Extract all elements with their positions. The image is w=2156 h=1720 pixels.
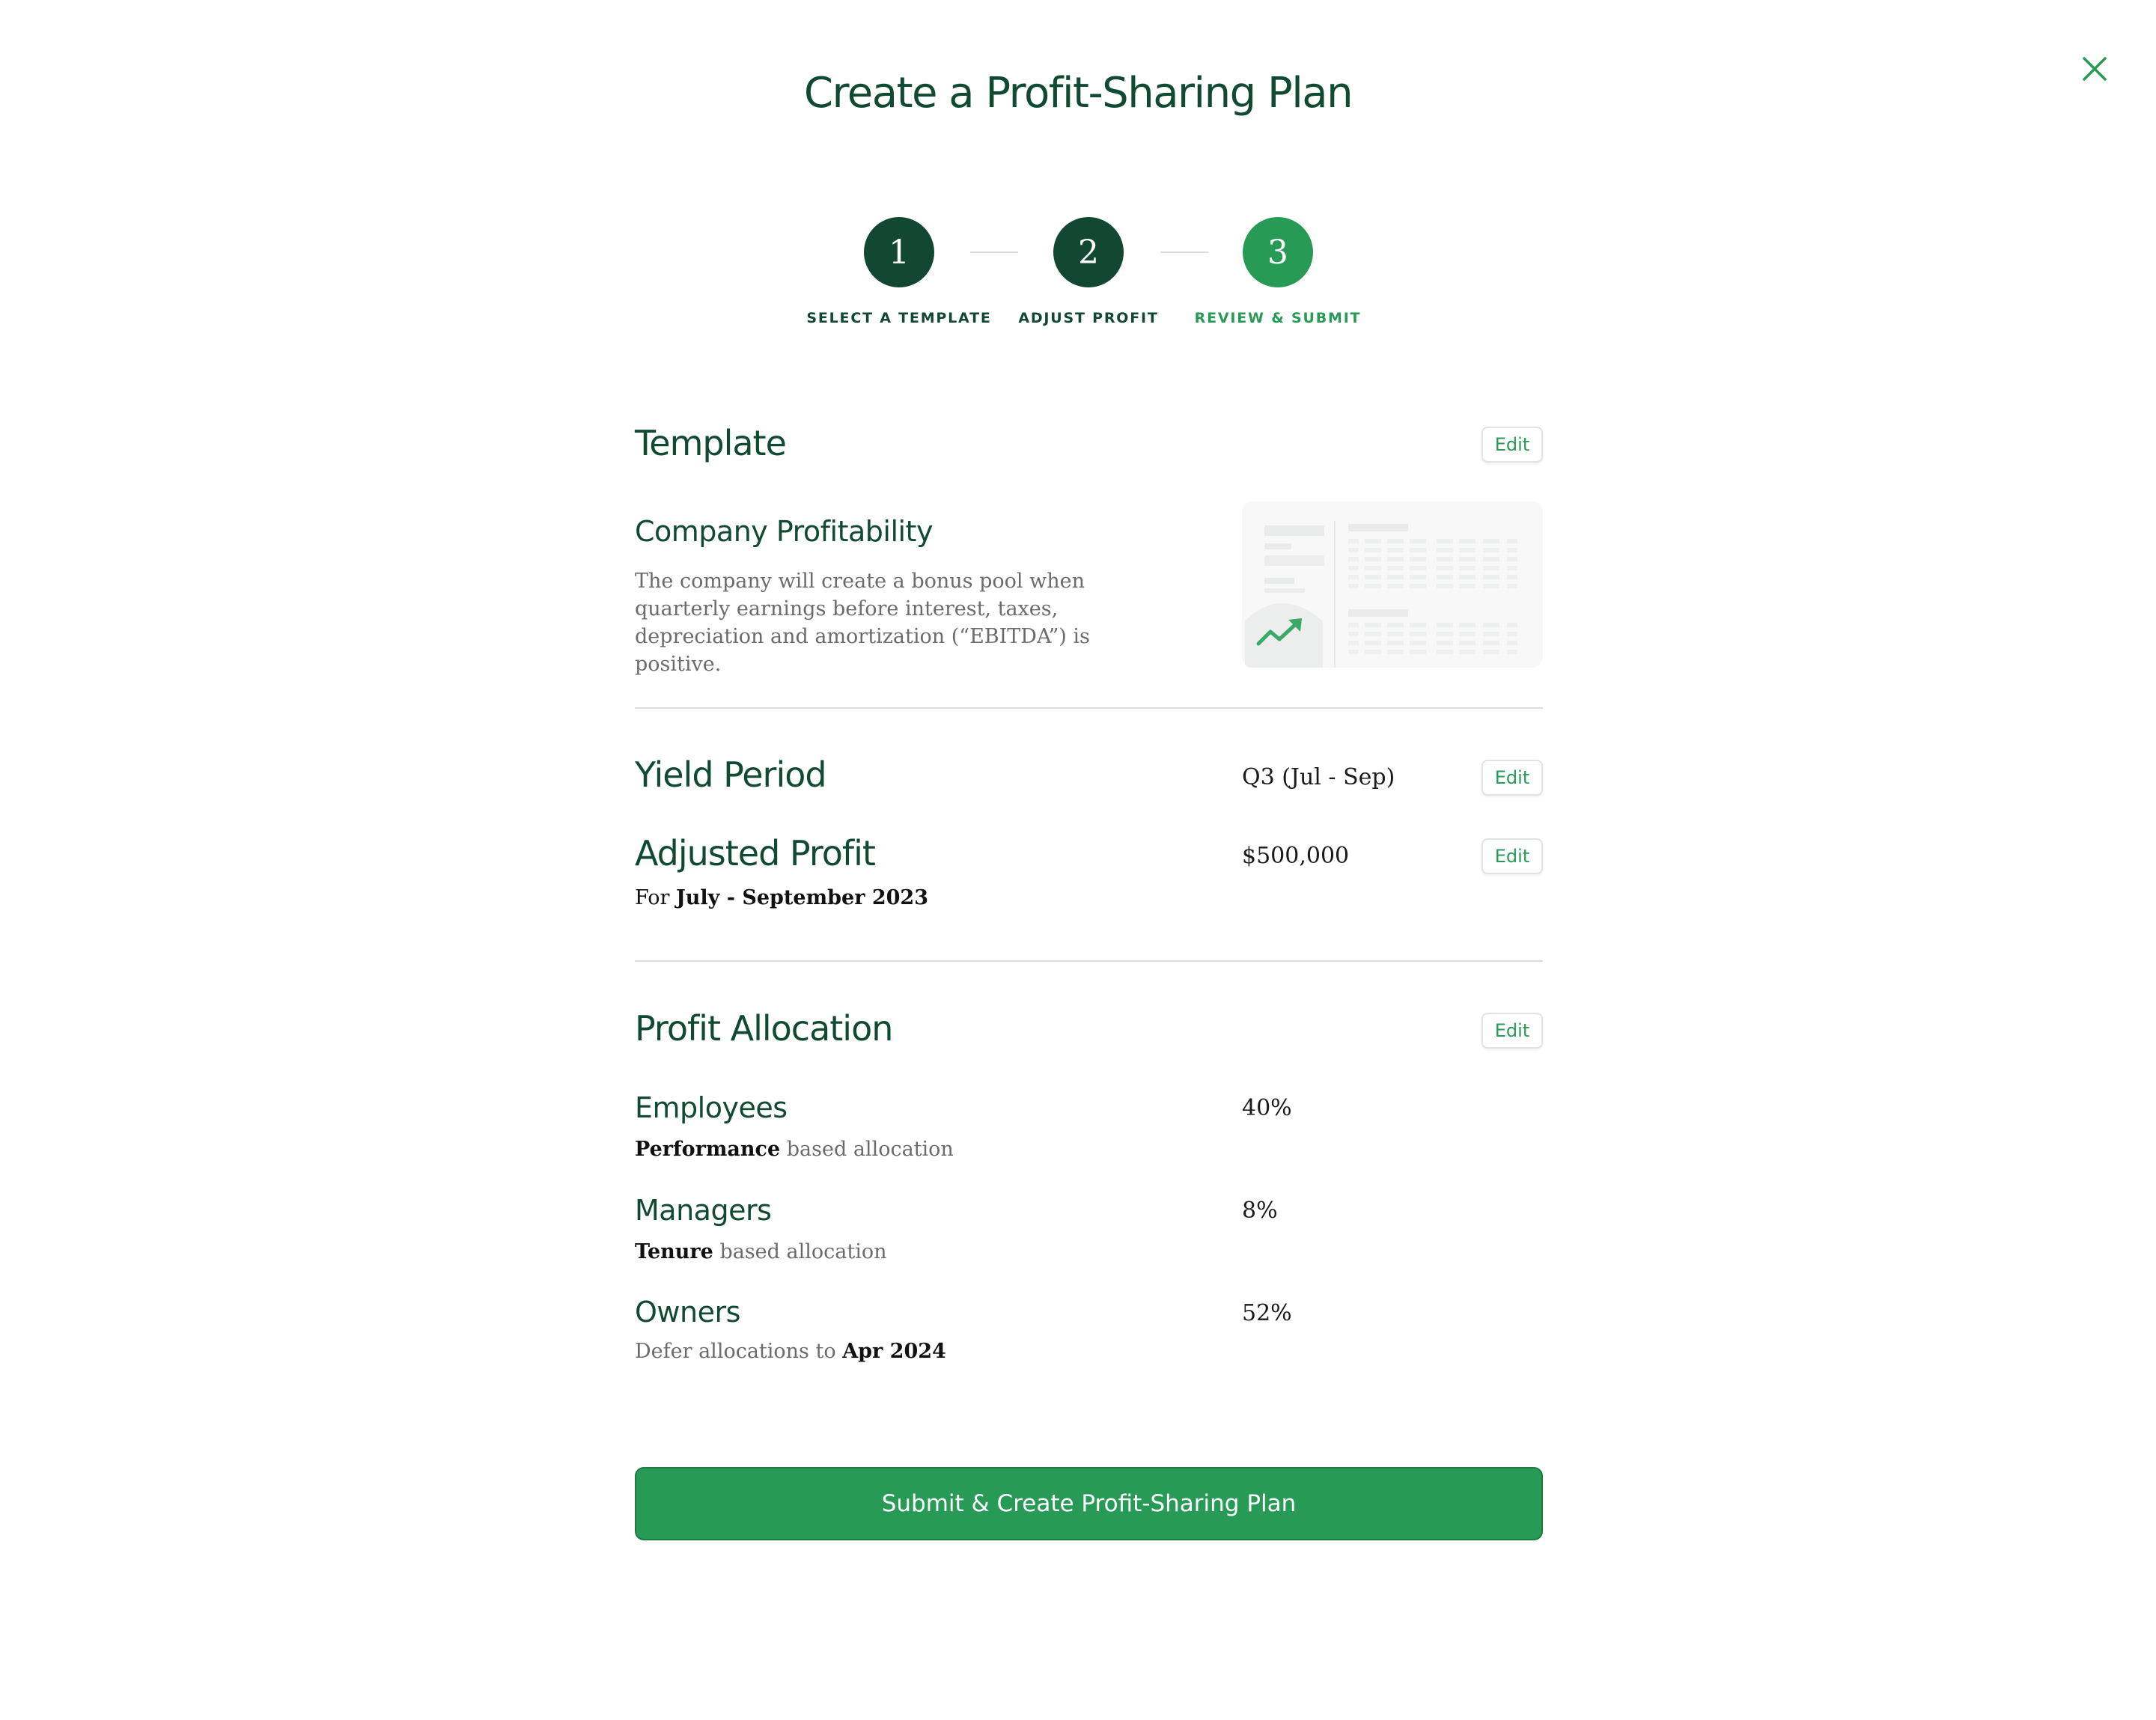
step-label: ADJUST PROFIT [1018, 310, 1159, 326]
note-bold: Apr 2024 [842, 1340, 946, 1363]
step-adjust-profit[interactable] [984, 217, 1193, 326]
template-heading: Template [635, 423, 786, 463]
note-text: based allocation [719, 1240, 887, 1263]
edit-adjusted-profit-button[interactable]: Edit [1482, 838, 1543, 874]
progress-stepper [0, 217, 2156, 337]
edit-profit-allocation-button[interactable]: Edit [1482, 1013, 1543, 1049]
template-name: Company Profitability [635, 515, 933, 548]
profit-allocation-heading: Profit Allocation [635, 1008, 893, 1049]
allocation-employees-label: Employees [635, 1091, 788, 1124]
adjusted-profit-note [635, 886, 928, 909]
allocation-managers-value: 8% [1242, 1198, 1278, 1224]
submit-plan-button[interactable]: Submit & Create Profit-Sharing Plan [635, 1467, 1543, 1540]
step-number: 1 [864, 217, 934, 287]
note-text: Defer allocations to [635, 1340, 836, 1363]
note-prefix: For [635, 886, 670, 909]
allocation-managers-note [635, 1240, 887, 1263]
section-divider [635, 707, 1543, 709]
step-review-submit[interactable] [1173, 217, 1383, 326]
page-title: Create a Profit-Sharing Plan [803, 69, 1353, 118]
note-text: based allocation [786, 1138, 954, 1161]
step-number: 3 [1243, 217, 1313, 287]
note-period: July - September 2023 [676, 886, 928, 909]
note-bold: Performance [635, 1138, 781, 1161]
step-select-template[interactable] [794, 217, 1004, 326]
allocation-employees-note [635, 1138, 954, 1161]
allocation-employees-value: 40% [1242, 1095, 1292, 1121]
template-description: The company will create a bonus pool when quarterly earnings before interest, taxes, depreciation and amortization (“EBITDA”) is positive. [635, 570, 1090, 676]
note-bold: Tenure [635, 1240, 713, 1263]
adjusted-profit-value: $500,000 [1242, 843, 1350, 869]
adjusted-profit-heading: Adjusted Profit [635, 833, 875, 873]
section-divider [635, 960, 1543, 962]
step-label: SELECT A TEMPLATE [806, 310, 992, 326]
allocation-owners-value: 52% [1242, 1300, 1292, 1326]
template-preview [1242, 501, 1543, 668]
step-number: 2 [1053, 217, 1124, 287]
yield-period-heading: Yield Period [635, 754, 826, 795]
allocation-owners-label: Owners [635, 1296, 740, 1329]
yield-period-value: Q3 (Jul - Sep) [1242, 764, 1395, 790]
allocation-managers-label: Managers [635, 1194, 772, 1227]
allocation-owners-note [635, 1340, 946, 1363]
step-label: REVIEW & SUBMIT [1194, 310, 1362, 326]
edit-template-button[interactable]: Edit [1482, 427, 1543, 463]
edit-yield-period-button[interactable]: Edit [1482, 760, 1543, 796]
